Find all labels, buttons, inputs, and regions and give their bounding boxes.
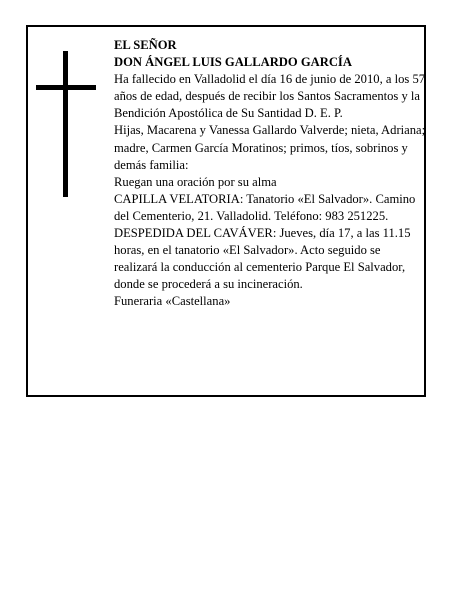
prayer-request: Ruegan una oración por su alma — [114, 174, 277, 189]
farewell-info: DESPEDIDA DEL CAVÁVER: Jueves, día 17, a las 11.15 horas, en el tanatorio «El Salvador». Acto seguido se realizará la conducción al cementerio Parque El Salvador, donde se procederá a su incineración. — [114, 226, 411, 292]
cross-icon — [36, 51, 96, 197]
death-details: Ha fallecido en Valladolid el día 16 de junio de 2010, a los 57 años de edad, después de recibir los Santos Sacramentos y la Bendición Apostólica de Su Santidad D. E. P. — [114, 72, 426, 121]
notice-heading: EL SEÑOR — [114, 38, 177, 52]
family-members: Hijas, Macarena y Vanessa Gallardo Valverde; nieta, Adriana; madre, Carmen García Moratinos; primos, tíos, sobrinos y demás familia: — [114, 123, 426, 172]
chapel-info: CAPILLA VELATORIA: Tanatorio «El Salvador». Camino del Cementerio, 21. Valladolid. Teléfono: 983 251225. — [114, 191, 416, 223]
cross-horizontal-bar — [36, 85, 96, 90]
cross-vertical-bar — [63, 51, 68, 197]
funeral-home: Funeraria «Castellana» — [114, 294, 231, 309]
notice-text — [114, 37, 426, 311]
deceased-name: DON ÁNGEL LUIS GALLARDO GARCÍA — [114, 55, 352, 70]
